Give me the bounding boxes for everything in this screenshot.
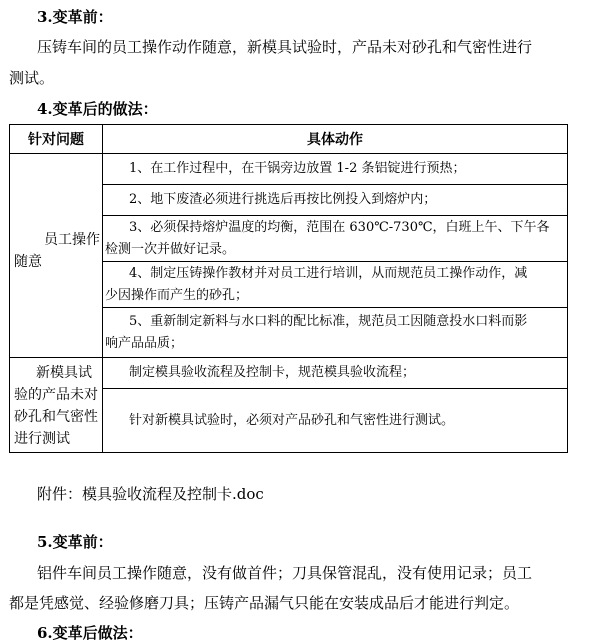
section3-paragraph-line2: 测试。 xyxy=(9,69,55,87)
action-text: 针对新模具试验时，必须对产品砂孔和气密性进行测试。 xyxy=(129,412,455,428)
col-header-issue: 针对问题 xyxy=(10,125,103,154)
issue-cell-operation xyxy=(10,154,103,358)
action-text-line2: 响产品品质； xyxy=(105,335,184,351)
action-text: 1、在工作过程中，在干锅旁边放置 1-2 条铝锭进行预热； xyxy=(129,161,466,176)
action-cell xyxy=(103,308,568,358)
issue-line1: 员工操作 xyxy=(44,232,100,248)
issue-cell-mold xyxy=(10,358,103,453)
action-text-line2: 检测一次并做好记录。 xyxy=(105,241,236,257)
action-text-line2: 少因操作而产生的砂孔； xyxy=(105,287,249,303)
issue-line1: 新模具试 xyxy=(36,365,92,381)
table-header-row xyxy=(10,125,568,154)
issue-line2: 验的产品未对 xyxy=(14,387,98,403)
section4-heading: 4.变革后的做法： xyxy=(37,100,158,118)
action-text-line1: 5、重新制定新料与水口料的配比标准，规范员工因随意投水口料而影 xyxy=(129,313,528,329)
col-header-action: 具体动作 xyxy=(103,125,568,154)
action-text: 制定模具验收流程及控制卡，规范模具验收流程； xyxy=(129,365,416,380)
table-row xyxy=(10,358,568,389)
action-cell xyxy=(103,262,568,308)
table-row xyxy=(10,154,568,185)
issue-line3: 砂孔和气密性 xyxy=(14,409,98,425)
section6-heading: 6.变革后做法： xyxy=(37,624,143,642)
action-text-line1: 3、必须保持熔炉温度的均衡，范围在 630℃-730℃，白班上午、下午各 xyxy=(129,219,550,235)
action-cell xyxy=(103,358,568,389)
section5-heading: 5.变革前： xyxy=(37,533,113,551)
attachment-line: 附件：模具验收流程及控制卡.doc xyxy=(37,485,264,503)
section3-paragraph-line1: 压铸车间的员工操作动作随意，新模具试验时，产品未对砂孔和气密性进行 xyxy=(37,38,533,56)
action-cell xyxy=(103,216,568,262)
section5-paragraph-line2: 都是凭感觉、经验修磨刀具；压铸产品漏气只能在安装成品后才能进行判定。 xyxy=(9,594,520,612)
action-cell xyxy=(103,389,568,453)
action-text-line1: 4、制定压铸操作教材并对员工进行培训，从而规范员工操作动作，减 xyxy=(129,265,528,281)
section5-paragraph-line1: 铝件车间员工操作随意，没有做首件；刀具保管混乱，没有使用记录；员工 xyxy=(37,564,533,582)
measures-table xyxy=(9,124,568,453)
action-cell xyxy=(103,154,568,185)
action-cell xyxy=(103,185,568,216)
issue-line2: 随意 xyxy=(14,254,42,270)
action-text: 2、地下废渣必须进行挑选后再按比例投入到熔炉内； xyxy=(129,192,437,207)
issue-line4: 进行测试 xyxy=(14,431,70,447)
section3-heading: 3.变革前： xyxy=(37,8,113,26)
